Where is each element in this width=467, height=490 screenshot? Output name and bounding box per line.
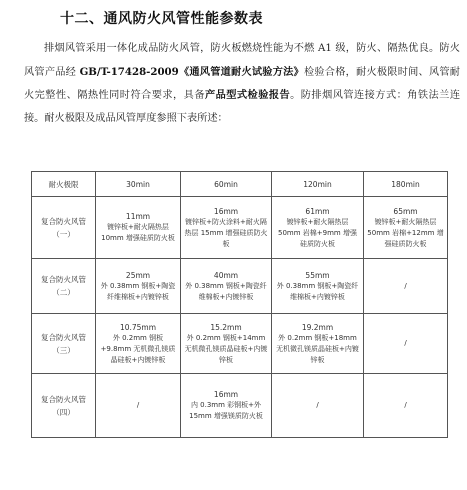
table-header-row [32, 172, 448, 197]
table-row [32, 314, 448, 374]
cell-thickness: 16mm [213, 206, 239, 216]
standard-reference: GB/T-17428-2009《通风管道耐火试验方法》 [79, 65, 304, 78]
cell-description: 内 0.3mm 彩钢板+外 15mm 增强镁质防火板 [189, 401, 263, 420]
cell-description: 镀锌板+耐火隔热层 10mm 增强硅质防火板 [101, 223, 175, 242]
fire-duct-parameter-table [31, 171, 448, 438]
table-cell [272, 197, 364, 259]
row-label: 复合防火风管（二） [32, 259, 96, 314]
table-cell [96, 374, 181, 438]
cell-description: / [404, 339, 407, 347]
cell-description: 外 0.38mm 钢板+陶瓷纤维棉板+内镀锌板 [185, 281, 267, 301]
cell-thickness: 40mm [213, 270, 239, 280]
table-cell [364, 314, 448, 374]
row-label: 复合防火风管（一） [32, 197, 96, 259]
table-cell [364, 374, 448, 438]
header-30min: 30min [96, 172, 181, 197]
table-cell [96, 197, 181, 259]
table-row [32, 259, 448, 314]
table-cell [96, 314, 181, 374]
table-cell [181, 259, 272, 314]
cell-description: 外 0.38mm 钢板+陶瓷纤维棉板+内镀锌板 [276, 281, 359, 301]
cell-thickness: 15.2mm [210, 322, 242, 332]
cell-thickness: 25mm [125, 270, 151, 280]
cell-description: / [136, 401, 140, 409]
section-heading: 十二、通风防火风管性能参数表 [60, 11, 263, 27]
table-cell [364, 197, 448, 259]
cell-description: 外 0.2mm 钢板+14mm 无机微孔镁质晶硅板+内镀锌板 [184, 333, 268, 364]
table-cell [181, 374, 272, 438]
cell-description: / [404, 401, 407, 409]
table-row [32, 374, 448, 438]
cell-thickness: 55mm [305, 270, 330, 280]
cell-description: 镀锌板+耐火隔热层 50mm 岩棉+12mm 增强硅质防火板 [367, 217, 444, 248]
header-60min: 60min [181, 172, 272, 197]
report-reference: 产品型式检验报告 [204, 89, 291, 101]
row-label: 复合防火风管（三） [32, 314, 96, 374]
paragraph-text-1: 排烟风管采用一体化成品防火风管，防火板燃烧性能为不燃 A1 级，防火、隔热优良。防火风管产品经 [24, 43, 460, 78]
table-cell [272, 314, 364, 374]
cell-description: / [316, 401, 319, 409]
paragraph-text-2: 检验合格，耐火极限时间、风管耐火完整性、隔热性同时符合要求，具备 [24, 66, 460, 101]
table-cell [272, 374, 364, 438]
cell-description: 镀锌板+耐火隔热层 50mm 岩棉+9mm 增强硅质防火板 [278, 217, 357, 248]
table-cell [96, 259, 181, 314]
cell-description: 外 0.2mm 钢板+9.8mm 无机微孔镁质晶硅板+内镀锌板 [100, 333, 176, 364]
cell-thickness: 16mm [213, 390, 239, 399]
cell-description: 外 0.38mm 钢板+陶瓷纤维棉板+内镀锌板 [100, 281, 176, 301]
header-fire-rating: 耐火极限 [32, 172, 96, 197]
cell-thickness: 61mm [305, 206, 330, 216]
paragraph-text-3: 。防排烟风管连接方式：角铁法兰连接。耐火极限及成品风管厚度参照下表所述： [24, 90, 461, 124]
cell-thickness: 11mm [125, 212, 151, 221]
table-cell [181, 314, 272, 374]
table-cell [364, 259, 448, 314]
table-row [32, 197, 448, 259]
intro-paragraph [24, 38, 460, 130]
cell-description: / [404, 281, 407, 290]
table-cell [181, 197, 272, 259]
header-120min: 120min [272, 172, 364, 197]
header-180min: 180min [364, 172, 448, 197]
cell-thickness: 65mm [393, 206, 418, 216]
cell-description: 外 0.2mm 钢板+18mm 无机微孔镁质晶硅板+内镀锌板 [276, 333, 359, 364]
table-cell [272, 259, 364, 314]
row-label: 复合防火风管（四） [32, 374, 96, 438]
cell-description: 镀锌板+防火涂料+耐火隔热层 15mm 增强硅质防火板 [184, 217, 268, 248]
cell-thickness: 19.2mm [301, 322, 334, 332]
cell-thickness: 10.75mm [119, 322, 157, 332]
